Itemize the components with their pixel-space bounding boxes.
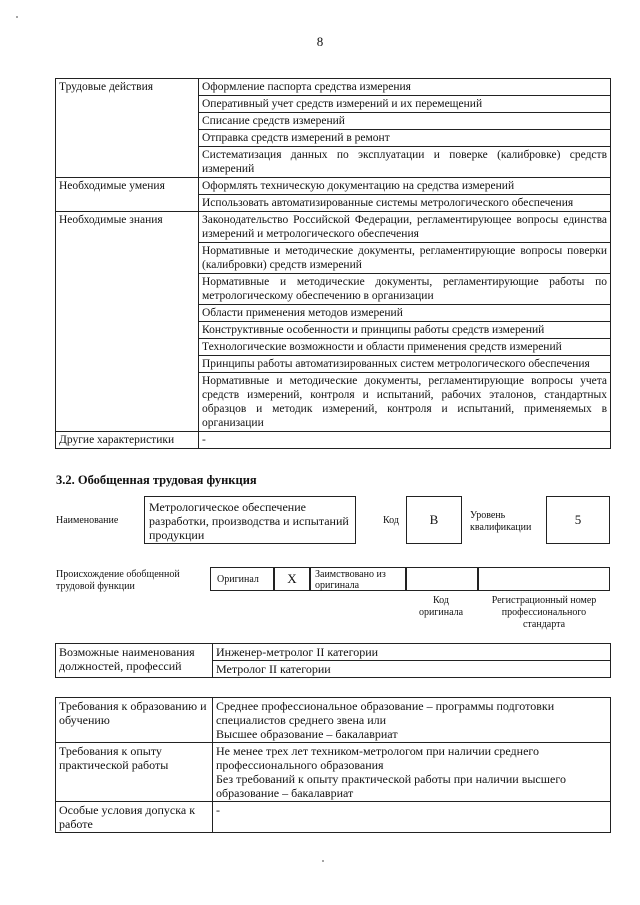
original-label: Оригинал <box>217 574 259 585</box>
requirement-line: Высшее образование – бакалавриат <box>216 727 398 741</box>
row-label-knowledge: Необходимые знания <box>56 212 199 432</box>
section-title: 3.2. Обобщенная трудовая функция <box>56 473 257 487</box>
table-row <box>56 432 611 449</box>
table-cell: Оформление паспорта средства измерения <box>199 79 611 96</box>
table-row <box>56 644 611 678</box>
table-cell: Нормативные и методические документы, регламентирующие вопросы поверки (калибровки) средств измерений <box>199 243 611 274</box>
table-row <box>56 212 611 243</box>
experience-values <box>213 743 611 802</box>
table-cell: Области применения методов измерений <box>199 305 611 322</box>
code-label: Код <box>383 515 399 526</box>
original-mark-cell <box>274 567 310 591</box>
table-row <box>56 79 611 96</box>
job-titles-table <box>55 643 611 678</box>
labor-functions-table <box>55 78 611 449</box>
table-cell: - <box>199 432 611 449</box>
level-label: Уровень квалификации <box>470 510 532 533</box>
borrowed-label: Заимствовано из оригинала <box>315 569 386 591</box>
experience-label: Требования к опыту практической работы <box>56 743 213 802</box>
job-titles-label: Возможные наименования должностей, профессий <box>56 644 213 678</box>
page-number: 8 <box>316 34 324 49</box>
row-label-actions: Трудовые действия <box>56 79 199 178</box>
job-title: Инженер-метролог II категории <box>213 644 610 661</box>
job-titles-values <box>213 644 611 678</box>
table-cell: Использовать автоматизированные системы метрологического обеспечения <box>199 195 611 212</box>
education-values <box>213 698 611 743</box>
education-label: Требования к образованию и обучению <box>56 698 213 743</box>
origin-label: Происхождение обобщенной трудовой функции <box>56 569 180 592</box>
table-cell: Законодательство Российской Федерации, регламентирующее вопросы единства измерений и метрологического обеспечения <box>199 212 611 243</box>
table-cell: Нормативные и методические документы, регламентирующие работы по метрологическому обеспечению в организации <box>199 274 611 305</box>
name-value-box: Метрологическое обеспечение разработки, производства и испытаний продукции <box>144 496 356 544</box>
requirement-line: Среднее профессиональное образование – программы подготовки специалистов среднего звена или <box>216 699 555 727</box>
origin-row <box>210 567 610 591</box>
admission-label: Особые условия допуска к работе <box>56 802 213 833</box>
admission-values <box>213 802 611 833</box>
scan-speck <box>322 860 324 862</box>
original-code-cell <box>406 567 478 591</box>
name-label: Наименование <box>56 515 119 526</box>
table-cell: Систематизация данных по эксплуатации и поверке (калибровке) средств измерений <box>199 147 611 178</box>
registration-number-cell <box>478 567 610 591</box>
original-mark: X <box>287 571 297 586</box>
table-cell: Оформлять техническую документацию на средства измерений <box>199 178 611 195</box>
table-row <box>56 743 611 802</box>
row-label-skills: Необходимые умения <box>56 178 199 212</box>
table-cell: Принципы работы автоматизированных систем метрологического обеспечения <box>199 356 611 373</box>
row-label-other: Другие характеристики <box>56 432 199 449</box>
table-cell: Нормативные и методические документы, регламентирующие вопросы учета средств измерений, контроля и испытаний, рабочих эталонов, стандартных образцов и методик измерений, контроля и испытаний, применяемых в организации <box>199 373 611 432</box>
requirement-line: Не менее трех лет техником-метрологом при наличии среднего профессионального образования <box>216 744 540 772</box>
code-value-box: В <box>406 496 462 544</box>
table-row <box>56 802 611 833</box>
job-title: Метролог II категории <box>216 662 331 676</box>
borrowed-label-cell <box>310 567 406 591</box>
requirement-line: Без требований к опыту практической работы при наличии высшего образование – бакалавриат <box>216 772 566 800</box>
caption-registration: Регистрационный номер профессионального стандарта <box>491 595 597 630</box>
table-cell: Технологические возможности и области применения средств измерений <box>199 339 611 356</box>
table-cell: Оперативный учет средств измерений и их перемещений <box>199 96 611 113</box>
requirement-line: - <box>216 803 220 817</box>
caption-code: Код оригинала <box>418 595 464 618</box>
scan-speck <box>16 16 18 18</box>
table-row <box>56 178 611 195</box>
table-row <box>56 698 611 743</box>
level-value-box: 5 <box>546 496 610 544</box>
table-cell: Списание средств измерений <box>199 113 611 130</box>
table-cell: Конструктивные особенности и принципы работы средств измерений <box>199 322 611 339</box>
requirements-table <box>55 697 611 833</box>
table-cell: Отправка средств измерений в ремонт <box>199 130 611 147</box>
original-label-cell <box>210 567 274 591</box>
